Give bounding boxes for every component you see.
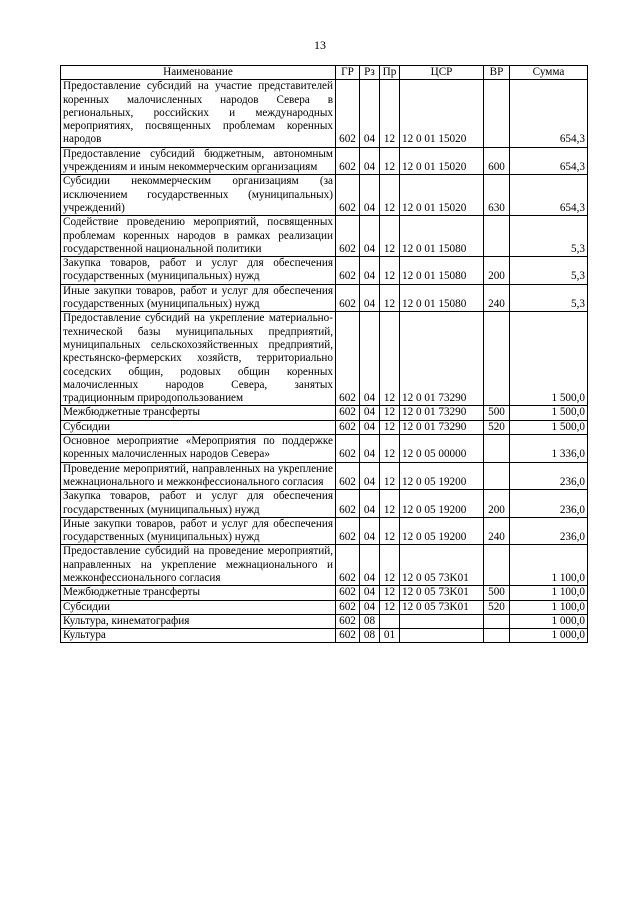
cell-vr: 500 xyxy=(484,586,510,600)
cell-sum: 1 000,0 xyxy=(510,614,588,628)
cell-name: Культура xyxy=(61,629,336,643)
cell-rz: 04 xyxy=(360,312,380,406)
cell-vr: 520 xyxy=(484,420,510,434)
cell-csr: 12 0 05 19200 xyxy=(400,490,484,518)
cell-rz: 04 xyxy=(360,406,380,420)
cell-name: Закупка товаров, работ и услуг для обеспечения государственных (муниципальных) нужд xyxy=(61,490,336,518)
cell-vr: 200 xyxy=(484,490,510,518)
cell-rz: 04 xyxy=(360,517,380,545)
cell-vr: 520 xyxy=(484,600,510,614)
cell-sum: 236,0 xyxy=(510,517,588,545)
table-row xyxy=(61,517,588,545)
cell-sum: 236,0 xyxy=(510,490,588,518)
cell-gr: 602 xyxy=(336,406,360,420)
cell-sum: 5,3 xyxy=(510,216,588,257)
cell-pr: 12 xyxy=(380,545,400,586)
cell-csr: 12 0 05 73K01 xyxy=(400,545,484,586)
cell-vr: 240 xyxy=(484,284,510,312)
table-row xyxy=(61,600,588,614)
cell-gr: 602 xyxy=(336,175,360,216)
cell-sum: 654,3 xyxy=(510,80,588,147)
cell-csr: 12 0 05 73K01 xyxy=(400,600,484,614)
cell-rz: 04 xyxy=(360,490,380,518)
cell-csr: 12 0 01 15020 xyxy=(400,175,484,216)
cell-csr: 12 0 01 15020 xyxy=(400,80,484,147)
cell-pr: 12 xyxy=(380,80,400,147)
cell-vr: 500 xyxy=(484,406,510,420)
cell-gr: 602 xyxy=(336,600,360,614)
cell-vr xyxy=(484,435,510,463)
cell-gr: 602 xyxy=(336,614,360,628)
cell-gr: 602 xyxy=(336,517,360,545)
table-row xyxy=(61,629,588,643)
cell-rz: 04 xyxy=(360,147,380,175)
cell-rz: 04 xyxy=(360,545,380,586)
cell-csr: 12 0 01 73290 xyxy=(400,312,484,406)
table-row xyxy=(61,435,588,463)
cell-sum: 1 500,0 xyxy=(510,406,588,420)
cell-vr: 240 xyxy=(484,517,510,545)
cell-pr xyxy=(380,614,400,628)
table-row xyxy=(61,80,588,147)
cell-gr: 602 xyxy=(336,147,360,175)
table-body xyxy=(61,80,588,643)
cell-gr: 602 xyxy=(336,629,360,643)
cell-pr: 12 xyxy=(380,490,400,518)
cell-rz: 04 xyxy=(360,216,380,257)
table-row xyxy=(61,614,588,628)
cell-sum: 1 100,0 xyxy=(510,600,588,614)
cell-rz: 04 xyxy=(360,175,380,216)
table-row xyxy=(61,545,588,586)
header-csr: ЦСР xyxy=(400,66,484,80)
cell-pr: 01 xyxy=(380,629,400,643)
cell-name: Предоставление субсидий бюджетным, автономным учреждениям и иным некоммерческим организациям xyxy=(61,147,336,175)
cell-rz: 04 xyxy=(360,257,380,285)
cell-rz: 04 xyxy=(360,284,380,312)
cell-pr: 12 xyxy=(380,406,400,420)
cell-csr: 12 0 01 73290 xyxy=(400,420,484,434)
cell-name: Иные закупки товаров, работ и услуг для обеспечения государственных (муниципальных) нужд xyxy=(61,284,336,312)
cell-pr: 12 xyxy=(380,600,400,614)
cell-gr: 602 xyxy=(336,586,360,600)
cell-rz: 08 xyxy=(360,629,380,643)
table-row xyxy=(61,490,588,518)
cell-csr: 12 0 01 15080 xyxy=(400,257,484,285)
cell-name: Субсидии некоммерческим организациям (за исключением государственных (муниципальных) учреждений) xyxy=(61,175,336,216)
table-row xyxy=(61,420,588,434)
cell-name: Субсидии xyxy=(61,600,336,614)
table-row xyxy=(61,216,588,257)
cell-vr: 630 xyxy=(484,175,510,216)
header-sum: Сумма xyxy=(510,66,588,80)
cell-csr: 12 0 05 19200 xyxy=(400,462,484,490)
table-row xyxy=(61,406,588,420)
cell-rz: 04 xyxy=(360,600,380,614)
header-gr: ГР xyxy=(336,66,360,80)
table-row xyxy=(61,175,588,216)
cell-name: Предоставление субсидий на проведение мероприятий, направленных на укрепление межнационального и межконфессионального согласия xyxy=(61,545,336,586)
cell-csr: 12 0 05 19200 xyxy=(400,517,484,545)
header-vr: ВР xyxy=(484,66,510,80)
cell-rz: 08 xyxy=(360,614,380,628)
cell-csr: 12 0 01 73290 xyxy=(400,406,484,420)
cell-csr xyxy=(400,614,484,628)
table-header-row xyxy=(61,66,588,80)
cell-pr: 12 xyxy=(380,420,400,434)
cell-sum: 654,3 xyxy=(510,147,588,175)
cell-pr: 12 xyxy=(380,517,400,545)
header-rz: Рз xyxy=(360,66,380,80)
cell-gr: 602 xyxy=(336,312,360,406)
cell-vr xyxy=(484,614,510,628)
cell-pr: 12 xyxy=(380,312,400,406)
cell-rz: 04 xyxy=(360,435,380,463)
cell-rz: 04 xyxy=(360,462,380,490)
table-row xyxy=(61,462,588,490)
cell-name: Культура, кинематография xyxy=(61,614,336,628)
cell-sum: 1 500,0 xyxy=(510,420,588,434)
cell-csr xyxy=(400,629,484,643)
cell-name: Предоставление субсидий на участие представителей коренных малочисленных народов Севера в региональных, российских и международных мероприятиях, посвященных проблемам коренных народов xyxy=(61,80,336,147)
cell-pr: 12 xyxy=(380,586,400,600)
cell-csr: 12 0 01 15020 xyxy=(400,147,484,175)
cell-name: Межбюджетные трансферты xyxy=(61,586,336,600)
cell-name: Иные закупки товаров, работ и услуг для обеспечения государственных (муниципальных) нужд xyxy=(61,517,336,545)
cell-name: Субсидии xyxy=(61,420,336,434)
cell-rz: 04 xyxy=(360,80,380,147)
cell-pr: 12 xyxy=(380,284,400,312)
table-row xyxy=(61,147,588,175)
cell-gr: 602 xyxy=(336,216,360,257)
cell-sum: 1 336,0 xyxy=(510,435,588,463)
cell-csr: 12 0 05 00000 xyxy=(400,435,484,463)
table-row xyxy=(61,284,588,312)
cell-gr: 602 xyxy=(336,545,360,586)
header-pr: Пр xyxy=(380,66,400,80)
table-row xyxy=(61,312,588,406)
cell-sum: 1 500,0 xyxy=(510,312,588,406)
cell-name: Предоставление субсидий на укрепление материально-технической базы муниципальных предприятий, муниципальных сельскохозяйственных предприятий, крестьянско-фермерских хозяйств, территориально соседских общин, родовых общин коренных малочисленных народов Севера, занятых традиционным природопользованием xyxy=(61,312,336,406)
cell-csr: 12 0 01 15080 xyxy=(400,216,484,257)
cell-sum: 5,3 xyxy=(510,257,588,285)
page-number: 13 xyxy=(314,38,326,52)
cell-gr: 602 xyxy=(336,80,360,147)
cell-sum: 1 100,0 xyxy=(510,545,588,586)
cell-gr: 602 xyxy=(336,490,360,518)
cell-vr xyxy=(484,545,510,586)
table-row xyxy=(61,586,588,600)
cell-rz: 04 xyxy=(360,586,380,600)
cell-vr xyxy=(484,216,510,257)
cell-name: Содействие проведению мероприятий, посвященных проблемам коренных народов в рамках реализации государственной национальной политики xyxy=(61,216,336,257)
cell-pr: 12 xyxy=(380,257,400,285)
cell-vr xyxy=(484,312,510,406)
table-row xyxy=(61,257,588,285)
cell-pr: 12 xyxy=(380,435,400,463)
cell-sum: 236,0 xyxy=(510,462,588,490)
budget-table xyxy=(60,65,588,643)
cell-gr: 602 xyxy=(336,435,360,463)
cell-name: Проведение мероприятий, направленных на укрепление межнационального и межконфессионального согласия xyxy=(61,462,336,490)
cell-vr xyxy=(484,629,510,643)
cell-sum: 1 000,0 xyxy=(510,629,588,643)
cell-gr: 602 xyxy=(336,462,360,490)
cell-gr: 602 xyxy=(336,257,360,285)
cell-sum: 1 100,0 xyxy=(510,586,588,600)
cell-name: Закупка товаров, работ и услуг для обеспечения государственных (муниципальных) нужд xyxy=(61,257,336,285)
cell-pr: 12 xyxy=(380,462,400,490)
cell-sum: 5,3 xyxy=(510,284,588,312)
cell-csr: 12 0 05 73K01 xyxy=(400,586,484,600)
cell-pr: 12 xyxy=(380,216,400,257)
cell-gr: 602 xyxy=(336,284,360,312)
header-name: Наименование xyxy=(61,66,336,80)
cell-gr: 602 xyxy=(336,420,360,434)
cell-pr: 12 xyxy=(380,147,400,175)
cell-sum: 654,3 xyxy=(510,175,588,216)
cell-rz: 04 xyxy=(360,420,380,434)
cell-vr: 200 xyxy=(484,257,510,285)
cell-vr xyxy=(484,462,510,490)
cell-name: Межбюджетные трансферты xyxy=(61,406,336,420)
cell-csr: 12 0 01 15080 xyxy=(400,284,484,312)
cell-vr: 600 xyxy=(484,147,510,175)
cell-vr xyxy=(484,80,510,147)
cell-pr: 12 xyxy=(380,175,400,216)
cell-name: Основное мероприятие «Мероприятия по поддержке коренных малочисленных народов Севера» xyxy=(61,435,336,463)
